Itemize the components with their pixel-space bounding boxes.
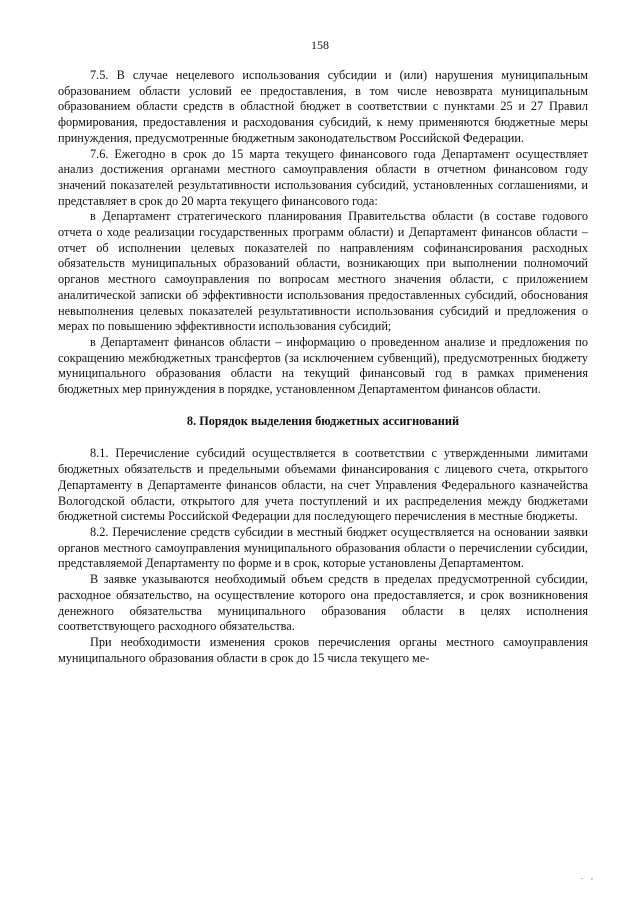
paragraph-application: В заявке указываются необходимый объем средств в пределах предусмотренной субсидии, расходное обязательство, на осуществление которого она предоставляется, и срок возникновения денежного обязательства муниципального образования области в целях исполнения соответствующего расходного обязательства. (58, 572, 588, 634)
paragraph-7-5: 7.5. В случае нецелевого использования субсидии и (или) нарушения муниципальным образованием области условий ее предоставления, в том числе невозврата муниципальным образованием области средств в областной бюджет в соответствии с пунктами 25 и 27 Правил формирования, предоставления и расходования субсидий, к нему применяются бюджетные меры принуждения, предусмотренные бюджетным законодательством Российской Федерации. (58, 68, 588, 145)
section-heading: 8. Порядок выделения бюджетных ассигнований (186, 413, 460, 428)
paragraph-deadline-change: При необходимости изменения сроков перечисления органы местного самоуправления муниципального образования области в срок до 15 числа текущего ме- (58, 634, 588, 665)
paragraph-7-6: 7.6. Ежегодно в срок до 15 марта текущего финансового года Департамент осуществляет анализ достижения органами местного самоуправления области в отчетном финансовом году значений показателей результативности использования субсидий, установленных соглашениями, и представляет в срок до 20 марта текущего финансового года: (58, 146, 588, 208)
paragraph-8-1: 8.1. Перечисление субсидий осуществляется в соответствии с утвержденными лимитами бюджетных обязательств и предельными объемами финансирования с лицевого счета, открытого Департаменту в Департаменте финансов области, на счет Управления Федерального казначейства Вологодской области, открытого для учета поступлений и их распределения между бюджетами бюджетной системы Российской Федерации для последующего перечисления в местные бюджеты. (58, 446, 588, 524)
paragraph-finance-department: в Департамент финансов области – информацию о проведенном анализе и предложения по сокращению межбюджетных трансфертов (за исключением субвенций), предусмотренных бюджету муниципального образования области на текущий финансовый год в рамках применения бюджетных мер принуждения в порядке, установленном Департаментом финансов области. (58, 334, 588, 397)
scan-marks: . , (581, 872, 596, 881)
paragraph-strategic-planning: в Департамент стратегического планирования Правительства области (в составе годового отчета о ходе реализации государственных программ области) и Департамент финансов области – отчет об исполнении целевых показателей по направлениям софинансирования расходных обязательств муниципальных образований области, возникающих при выполнении полномочий органов местного самоуправления по вопросам местного значения области, с приложением аналитической записки об эффективности использования предоставленных субсидий, обоснования невыполнения целевых показателей результативности использования субсидий и предложения о мерах по повышению эффективности использования субсидий; (58, 209, 588, 334)
paragraph-8-2: 8.2. Перечисление средств субсидии в местный бюджет осуществляется на основании заявки органов местного самоуправления муниципального образования области о перечислении субсидии, представляемой Департаменту по форме и в срок, которые установлены Департаментом. (58, 524, 588, 571)
document-body (58, 68, 588, 666)
page-number: 158 (311, 38, 329, 52)
